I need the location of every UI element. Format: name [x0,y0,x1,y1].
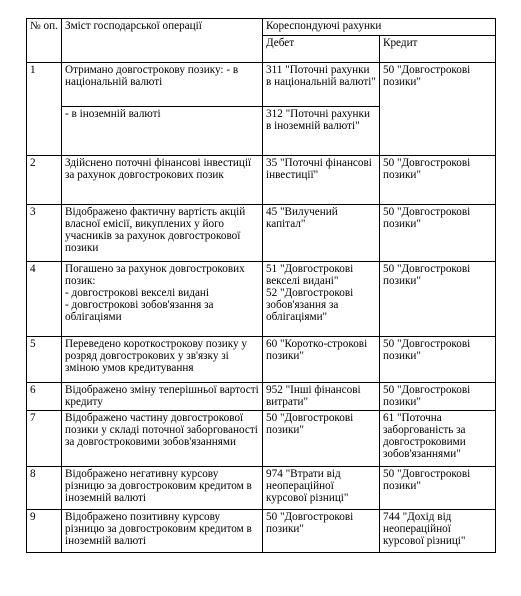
row-debit: 45 "Вилучений капітал" [263,205,380,262]
row-credit: 50 "Довгострокові позики" [380,156,496,205]
row-debit: 312 "Поточні рахунки в іноземній валюті" [263,107,380,156]
table-row [27,467,496,510]
accounting-entries-table [26,18,496,553]
row-credit: 50 "Довгострокові позики" [380,205,496,262]
row-debit: 51 "Довгострокові векселі видані" 52 "Довгострокові зобов'язання за облігаціями" [263,262,380,337]
row-num: 6 [27,383,62,411]
table-row [27,383,496,411]
table-row [27,63,496,107]
row-num: 7 [27,411,62,467]
row-debit: 35 "Поточні фінансові інвестиції" [263,156,380,205]
row-content: - в іноземній валюті [62,107,263,156]
table-row [27,411,496,467]
row-num: 8 [27,467,62,510]
table-row [27,510,496,553]
table-row [27,262,496,337]
row-debit: 311 "Поточні рахунки в національній валюті" [263,63,380,107]
row-content: Переведено короткострокову позику у розряд довгострокових у зв'язку зі зміною умов кредитування [62,337,263,383]
row-debit: 50 "Довгострокові позики" [263,510,380,553]
row-content: Здійснено поточні фінансові інвестиції за рахунок довгострокових позик [62,156,263,205]
row-debit: 50 "Довгострокові позики" [263,411,380,467]
row-credit: 50 "Довгострокові позики" [380,467,496,510]
table-row [27,156,496,205]
header-num: № оп. [27,19,62,63]
table-row [27,205,496,262]
header-content: Зміст господарської операції [62,19,263,63]
header-credit: Кредит [380,36,496,63]
row-content: Відображено фактичну вартість акцій власної емісії, викуплених у його учасників за рахунок довгострокової позики [62,205,263,262]
row-debit: 952 "Інші фінансові витрати" [263,383,380,411]
row-content: Погашено за рахунок довгострокових позик: - довгострокові векселі видані - довгострокові зобов'язання за облігаціями [62,262,263,337]
row-num: 1 [27,63,62,156]
row-content: Відображено зміну теперішньої вартості кредиту [62,383,263,411]
row-num: 3 [27,205,62,262]
header-row [27,19,496,36]
header-debit: Дебет [263,36,380,63]
row-credit: 61 "Поточна заборгованість за довгостроковими зобов'язаннями" [380,411,496,467]
row-credit: 744 "Дохід від неопераційної курсової різниці" [380,510,496,553]
row-debit: 60 "Коротко-строкові позики" [263,337,380,383]
row-debit: 974 "Втрати від неопераційної курсової різниці" [263,467,380,510]
row-credit: 50 "Довгострокові позики" [380,383,496,411]
row-num: 2 [27,156,62,205]
row-num: 9 [27,510,62,553]
row-content: Відображено негативну курсову різницю за довгостроковим кредитом в іноземній валюті [62,467,263,510]
row-credit: 50 "Довгострокові позики" [380,337,496,383]
row-content: Відображено позитивну курсову різницю за довгостроковим кредитом в іноземній валюті [62,510,263,553]
row-content: Відображено частину довгострокової позики у складі поточної заборгованості за довгостроковими зобов'язаннями [62,411,263,467]
row-num: 4 [27,262,62,337]
table-row [27,337,496,383]
row-content: Отримано довгострокову позику: - в національній валюті [62,63,263,107]
row-credit: 50 "Довгострокові позики" [380,63,496,156]
row-credit: 50 "Довгострокові позики" [380,262,496,337]
header-corr-accounts: Кореспондуючі рахунки [263,19,496,36]
row-num: 5 [27,337,62,383]
